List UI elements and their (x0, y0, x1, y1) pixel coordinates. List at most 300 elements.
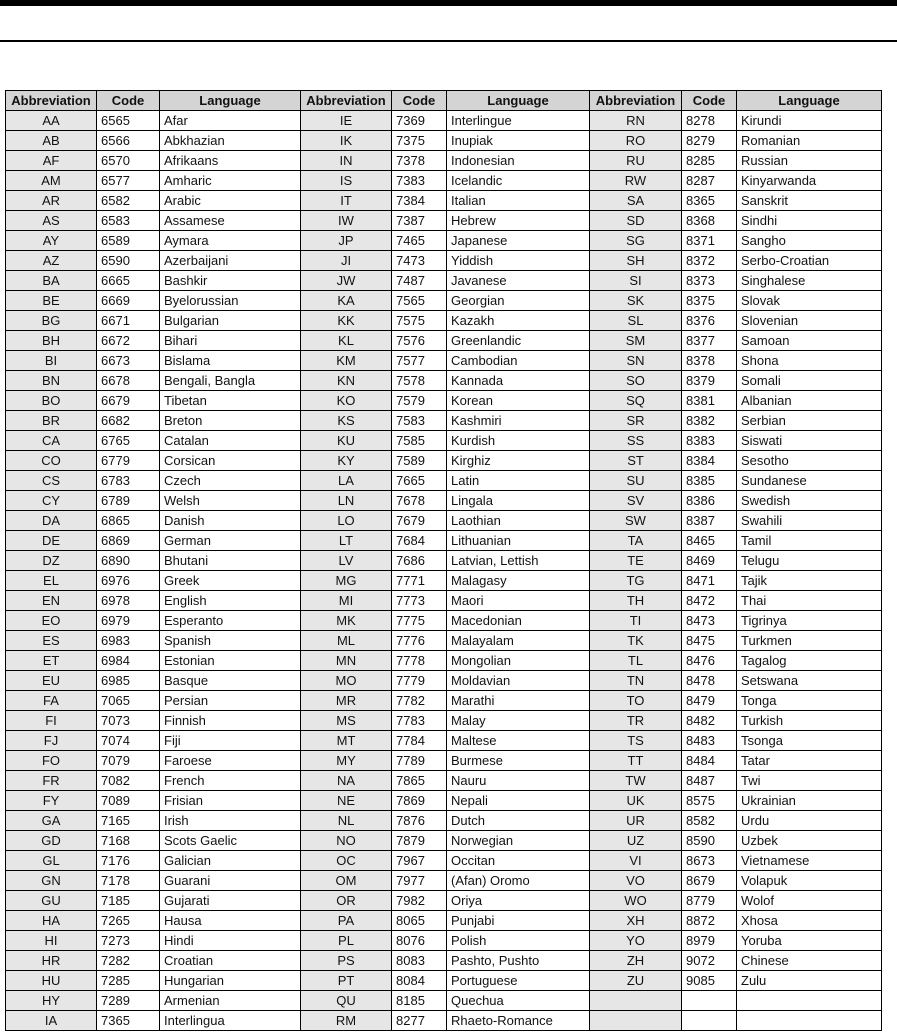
language-cell: Sanskrit (737, 191, 882, 211)
abbreviation-cell: JW (301, 271, 392, 291)
language-cell: Tigrinya (737, 611, 882, 631)
code-cell: 6890 (97, 551, 160, 571)
code-cell: 7678 (392, 491, 447, 511)
language-cell: Interlingue (447, 111, 590, 131)
code-cell: 8484 (682, 751, 737, 771)
code-cell: 8076 (392, 931, 447, 951)
language-header: Language (160, 91, 301, 111)
table-row (6, 611, 882, 631)
code-cell: 7185 (97, 891, 160, 911)
code-cell: 7865 (392, 771, 447, 791)
language-cell: Lithuanian (447, 531, 590, 551)
abbreviation-cell: KM (301, 351, 392, 371)
language-cell: Lingala (447, 491, 590, 511)
language-cell: Tibetan (160, 391, 301, 411)
code-cell: 9072 (682, 951, 737, 971)
abbreviation-cell: UR (590, 811, 682, 831)
abbreviation-cell: GU (6, 891, 97, 911)
language-cell: Turkmen (737, 631, 882, 651)
language-cell: Siswati (737, 431, 882, 451)
abbreviation-cell: MO (301, 671, 392, 691)
table-row (6, 751, 882, 771)
language-cell: Malay (447, 711, 590, 731)
abbreviation-cell: MR (301, 691, 392, 711)
language-cell: Bislama (160, 351, 301, 371)
abbreviation-cell: SA (590, 191, 682, 211)
code-cell: 6765 (97, 431, 160, 451)
table-row (6, 191, 882, 211)
language-cell: Frisian (160, 791, 301, 811)
abbreviation-cell: TT (590, 751, 682, 771)
abbreviation-cell: OR (301, 891, 392, 911)
language-cell: Occitan (447, 851, 590, 871)
language-cell: Afar (160, 111, 301, 131)
abbreviation-cell: TE (590, 551, 682, 571)
abbreviation-cell: TK (590, 631, 682, 651)
code-cell: 7176 (97, 851, 160, 871)
language-cell: Finnish (160, 711, 301, 731)
code-cell: 6985 (97, 671, 160, 691)
table-row (6, 451, 882, 471)
code-cell: 8373 (682, 271, 737, 291)
abbreviation-cell: IW (301, 211, 392, 231)
abbreviation-cell: TH (590, 591, 682, 611)
language-cell: Setswana (737, 671, 882, 691)
language-cell: Wolof (737, 891, 882, 911)
table-row (6, 731, 882, 751)
language-cell: Somali (737, 371, 882, 391)
abbreviation-cell: TL (590, 651, 682, 671)
language-cell: Albanian (737, 391, 882, 411)
code-cell: 7089 (97, 791, 160, 811)
abbreviation-cell: FJ (6, 731, 97, 751)
language-cell: Hausa (160, 911, 301, 931)
code-cell: 7465 (392, 231, 447, 251)
code-cell: 7876 (392, 811, 447, 831)
abbreviation-cell: ML (301, 631, 392, 651)
language-cell: Twi (737, 771, 882, 791)
abbreviation-cell: FR (6, 771, 97, 791)
abbreviation-cell: EL (6, 571, 97, 591)
language-cell (737, 1011, 882, 1031)
language-cell: Samoan (737, 331, 882, 351)
code-cell: 6865 (97, 511, 160, 531)
language-cell: Kinyarwanda (737, 171, 882, 191)
code-cell: 7776 (392, 631, 447, 651)
code-cell: 7365 (97, 1011, 160, 1031)
language-cell: Urdu (737, 811, 882, 831)
language-cell: Swahili (737, 511, 882, 531)
abbreviation-cell: LV (301, 551, 392, 571)
code-cell: 8378 (682, 351, 737, 371)
language-cell: Chinese (737, 951, 882, 971)
code-cell: 8469 (682, 551, 737, 571)
language-cell: Swedish (737, 491, 882, 511)
language-cell: Guarani (160, 871, 301, 891)
abbreviation-cell: SD (590, 211, 682, 231)
abbreviation-cell: EN (6, 591, 97, 611)
code-cell: 7273 (97, 931, 160, 951)
code-cell: 8371 (682, 231, 737, 251)
language-cell: Assamese (160, 211, 301, 231)
code-cell: 7369 (392, 111, 447, 131)
code-cell: 6566 (97, 131, 160, 151)
abbreviation-cell: ET (6, 651, 97, 671)
language-cell: Yiddish (447, 251, 590, 271)
code-cell: 7589 (392, 451, 447, 471)
code-cell: 8372 (682, 251, 737, 271)
abbreviation-cell: SH (590, 251, 682, 271)
code-cell: 8383 (682, 431, 737, 451)
code-cell: 7782 (392, 691, 447, 711)
abbreviation-cell: LT (301, 531, 392, 551)
language-cell: Serbo-Croatian (737, 251, 882, 271)
language-cell: Georgian (447, 291, 590, 311)
code-cell: 8483 (682, 731, 737, 751)
table-row (6, 131, 882, 151)
code-cell: 7473 (392, 251, 447, 271)
abbreviation-cell: IA (6, 1011, 97, 1031)
abbreviation-cell: MS (301, 711, 392, 731)
abbreviation-cell: QU (301, 991, 392, 1011)
code-cell: 8279 (682, 131, 737, 151)
abbreviation-cell: NO (301, 831, 392, 851)
code-cell: 8482 (682, 711, 737, 731)
table-row (6, 671, 882, 691)
code-cell: 7982 (392, 891, 447, 911)
table-row (6, 711, 882, 731)
code-cell: 6679 (97, 391, 160, 411)
code-cell: 7265 (97, 911, 160, 931)
table-row (6, 871, 882, 891)
table-row (6, 631, 882, 651)
abbreviation-cell: SI (590, 271, 682, 291)
language-cell: Maltese (447, 731, 590, 751)
code-cell: 8472 (682, 591, 737, 611)
language-cell: Persian (160, 691, 301, 711)
table-row (6, 551, 882, 571)
abbreviation-cell: LA (301, 471, 392, 491)
table-row (6, 211, 882, 231)
language-cell: Welsh (160, 491, 301, 511)
language-cell: Catalan (160, 431, 301, 451)
abbreviation-cell: OM (301, 871, 392, 891)
code-cell: 8475 (682, 631, 737, 651)
table-row (6, 931, 882, 951)
abbreviation-cell: IS (301, 171, 392, 191)
code-cell: 6672 (97, 331, 160, 351)
code-cell: 6582 (97, 191, 160, 211)
abbreviation-cell: RO (590, 131, 682, 151)
abbreviation-cell: BG (6, 311, 97, 331)
code-header: Code (392, 91, 447, 111)
code-cell: 7684 (392, 531, 447, 551)
abbreviation-cell: MN (301, 651, 392, 671)
table-row (6, 471, 882, 491)
language-cell: Bulgarian (160, 311, 301, 331)
abbreviation-cell (590, 1011, 682, 1031)
abbreviation-header: Abbreviation (590, 91, 682, 111)
abbreviation-cell: GN (6, 871, 97, 891)
language-cell: Nauru (447, 771, 590, 791)
table-row (6, 971, 882, 991)
abbreviation-cell: TG (590, 571, 682, 591)
abbreviation-cell (590, 991, 682, 1011)
code-cell: 7583 (392, 411, 447, 431)
code-cell: 8387 (682, 511, 737, 531)
abbreviation-cell: SW (590, 511, 682, 531)
language-cell: Zulu (737, 971, 882, 991)
abbreviation-cell: RW (590, 171, 682, 191)
table-row (6, 171, 882, 191)
abbreviation-cell: IN (301, 151, 392, 171)
code-cell: 8083 (392, 951, 447, 971)
code-cell: 8368 (682, 211, 737, 231)
abbreviation-cell: FI (6, 711, 97, 731)
code-cell: 6570 (97, 151, 160, 171)
abbreviation-cell: DE (6, 531, 97, 551)
code-cell: 6665 (97, 271, 160, 291)
code-cell: 8575 (682, 791, 737, 811)
abbreviation-cell: OC (301, 851, 392, 871)
language-code-table (5, 90, 882, 1031)
abbreviation-cell: IE (301, 111, 392, 131)
code-cell: 7784 (392, 731, 447, 751)
code-header: Code (682, 91, 737, 111)
abbreviation-cell: VO (590, 871, 682, 891)
code-cell: 7165 (97, 811, 160, 831)
code-cell: 7073 (97, 711, 160, 731)
language-cell: Bengali, Bangla (160, 371, 301, 391)
code-cell: 7771 (392, 571, 447, 591)
language-cell: Indonesian (447, 151, 590, 171)
language-cell: Fiji (160, 731, 301, 751)
language-cell: Macedonian (447, 611, 590, 631)
abbreviation-cell: TR (590, 711, 682, 731)
code-cell: 8487 (682, 771, 737, 791)
abbreviation-cell: HU (6, 971, 97, 991)
language-cell: (Afan) Oromo (447, 871, 590, 891)
table-row (6, 511, 882, 531)
table-row (6, 231, 882, 251)
code-cell: 7575 (392, 311, 447, 331)
code-cell: 7384 (392, 191, 447, 211)
code-cell: 6979 (97, 611, 160, 631)
language-cell: Czech (160, 471, 301, 491)
language-cell: Gujarati (160, 891, 301, 911)
abbreviation-cell: KA (301, 291, 392, 311)
language-cell: Nepali (447, 791, 590, 811)
code-cell: 7289 (97, 991, 160, 1011)
table-row (6, 811, 882, 831)
code-cell: 7285 (97, 971, 160, 991)
code-cell: 8381 (682, 391, 737, 411)
code-cell: 6590 (97, 251, 160, 271)
code-cell: 7282 (97, 951, 160, 971)
language-cell: Tatar (737, 751, 882, 771)
table-row (6, 1011, 882, 1031)
abbreviation-cell: AF (6, 151, 97, 171)
code-cell: 7977 (392, 871, 447, 891)
abbreviation-cell: TS (590, 731, 682, 751)
abbreviation-cell: MY (301, 751, 392, 771)
language-cell: Sundanese (737, 471, 882, 491)
abbreviation-cell: GA (6, 811, 97, 831)
abbreviation-cell: HA (6, 911, 97, 931)
abbreviation-cell: PS (301, 951, 392, 971)
language-cell: Italian (447, 191, 590, 211)
language-cell: Rhaeto-Romance (447, 1011, 590, 1031)
code-cell: 7387 (392, 211, 447, 231)
abbreviation-cell: IT (301, 191, 392, 211)
header-divider (0, 40, 897, 42)
abbreviation-header: Abbreviation (301, 91, 392, 111)
code-cell: 8582 (682, 811, 737, 831)
table-row (6, 331, 882, 351)
abbreviation-cell: LO (301, 511, 392, 531)
code-cell: 7585 (392, 431, 447, 451)
language-cell: Kirundi (737, 111, 882, 131)
code-cell: 8385 (682, 471, 737, 491)
abbreviation-cell: VI (590, 851, 682, 871)
language-cell: Scots Gaelic (160, 831, 301, 851)
code-cell: 8375 (682, 291, 737, 311)
language-cell: Bhutani (160, 551, 301, 571)
language-cell: Kashmiri (447, 411, 590, 431)
code-cell: 7679 (392, 511, 447, 531)
code-cell: 8382 (682, 411, 737, 431)
abbreviation-cell: YO (590, 931, 682, 951)
code-cell: 7375 (392, 131, 447, 151)
table-header-row (6, 91, 882, 111)
abbreviation-cell: XH (590, 911, 682, 931)
abbreviation-cell: BH (6, 331, 97, 351)
code-cell: 7967 (392, 851, 447, 871)
language-cell: Interlingua (160, 1011, 301, 1031)
code-cell: 7869 (392, 791, 447, 811)
language-cell: French (160, 771, 301, 791)
abbreviation-cell: SR (590, 411, 682, 431)
abbreviation-cell: BO (6, 391, 97, 411)
table-row (6, 831, 882, 851)
abbreviation-cell: TN (590, 671, 682, 691)
table-row (6, 351, 882, 371)
abbreviation-cell: EU (6, 671, 97, 691)
table-row (6, 111, 882, 131)
code-cell: 6671 (97, 311, 160, 331)
table-row (6, 911, 882, 931)
language-cell: Bashkir (160, 271, 301, 291)
code-cell: 7665 (392, 471, 447, 491)
table-row (6, 431, 882, 451)
abbreviation-cell: AA (6, 111, 97, 131)
code-cell: 6583 (97, 211, 160, 231)
abbreviation-cell: PA (301, 911, 392, 931)
abbreviation-cell: SN (590, 351, 682, 371)
language-cell: Sesotho (737, 451, 882, 471)
language-cell: Danish (160, 511, 301, 531)
language-cell: Oriya (447, 891, 590, 911)
code-cell: 7686 (392, 551, 447, 571)
abbreviation-cell: TW (590, 771, 682, 791)
code-cell: 6978 (97, 591, 160, 611)
table-row (6, 491, 882, 511)
abbreviation-cell: UZ (590, 831, 682, 851)
abbreviation-cell: JP (301, 231, 392, 251)
code-cell: 6984 (97, 651, 160, 671)
code-cell: 7578 (392, 371, 447, 391)
table-row (6, 391, 882, 411)
language-cell: Malayalam (447, 631, 590, 651)
language-cell: Yoruba (737, 931, 882, 951)
language-cell: Slovak (737, 291, 882, 311)
code-cell: 7579 (392, 391, 447, 411)
language-cell: Tajik (737, 571, 882, 591)
code-cell: 7778 (392, 651, 447, 671)
code-cell: 8377 (682, 331, 737, 351)
language-cell: Quechua (447, 991, 590, 1011)
language-cell: Kannada (447, 371, 590, 391)
language-cell: Turkish (737, 711, 882, 731)
abbreviation-cell: ST (590, 451, 682, 471)
code-cell: 6673 (97, 351, 160, 371)
code-cell: 7383 (392, 171, 447, 191)
language-cell: Abkhazian (160, 131, 301, 151)
code-cell: 8679 (682, 871, 737, 891)
abbreviation-cell: SK (590, 291, 682, 311)
abbreviation-cell: BA (6, 271, 97, 291)
code-cell: 7074 (97, 731, 160, 751)
code-cell: 6682 (97, 411, 160, 431)
language-cell: Inupiak (447, 131, 590, 151)
language-cell: Serbian (737, 411, 882, 431)
language-cell: Armenian (160, 991, 301, 1011)
code-cell: 8673 (682, 851, 737, 871)
language-cell: Azerbaijani (160, 251, 301, 271)
code-cell: 8471 (682, 571, 737, 591)
abbreviation-cell: RU (590, 151, 682, 171)
abbreviation-cell: NA (301, 771, 392, 791)
code-cell: 8379 (682, 371, 737, 391)
language-cell: Latvian, Lettish (447, 551, 590, 571)
abbreviation-cell: TO (590, 691, 682, 711)
abbreviation-cell: KS (301, 411, 392, 431)
table-row (6, 311, 882, 331)
code-cell: 8384 (682, 451, 737, 471)
abbreviation-cell: ZH (590, 951, 682, 971)
abbreviation-cell: KL (301, 331, 392, 351)
table-row (6, 791, 882, 811)
language-cell: Sindhi (737, 211, 882, 231)
language-cell: Breton (160, 411, 301, 431)
language-cell: Galician (160, 851, 301, 871)
language-cell: Kurdish (447, 431, 590, 451)
code-cell: 6669 (97, 291, 160, 311)
code-cell: 8084 (392, 971, 447, 991)
abbreviation-cell: FO (6, 751, 97, 771)
abbreviation-cell: UK (590, 791, 682, 811)
abbreviation-header: Abbreviation (6, 91, 97, 111)
abbreviation-cell: SM (590, 331, 682, 351)
code-cell: 8365 (682, 191, 737, 211)
code-cell: 7565 (392, 291, 447, 311)
language-cell: Hindi (160, 931, 301, 951)
language-cell: Portuguese (447, 971, 590, 991)
table-row (6, 151, 882, 171)
language-cell: Telugu (737, 551, 882, 571)
language-cell: Cambodian (447, 351, 590, 371)
abbreviation-cell: RM (301, 1011, 392, 1031)
